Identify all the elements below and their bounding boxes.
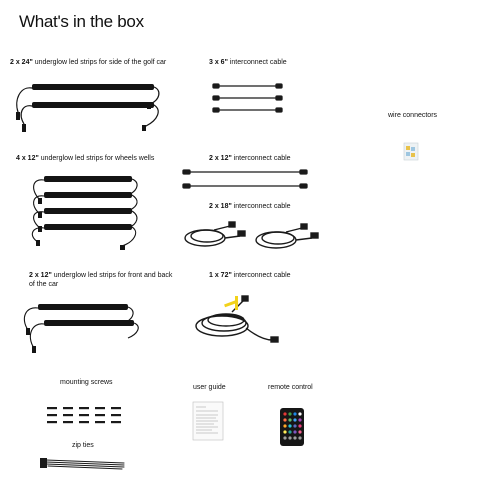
caption-desc: underglow led strips for side of the golf car [34,59,167,66]
caption-wire-connectors: wire connectors [388,112,438,119]
caption-qty: 2 x 12" [29,272,52,279]
caption-desc: interconnect cable [233,203,291,210]
caption-desc: interconnect cable [233,155,291,162]
caption-desc: interconnect cable [229,59,287,66]
caption-desc: underglow led strips for front and back of the car [29,272,173,288]
page-title: What's in the box [19,12,144,31]
caption-zip-ties: zip ties [72,442,94,449]
caption-user-guide: user guide [193,384,226,391]
caption-mounting-screws: mounting screws [60,379,113,386]
caption-qty: 1 x 72" [209,272,232,279]
caption-qty: 3 x 6" [209,59,228,66]
caption-qty: 4 x 12" [16,155,39,162]
caption-qty: 2 x 12" [209,155,232,162]
caption-desc: underglow led strips for wheels wells [40,155,155,162]
caption-qty: 2 x 18" [209,203,232,210]
caption-qty: 2 x 24" [10,59,33,66]
caption-desc: interconnect cable [233,272,291,279]
caption-remote-control: remote control [268,384,313,391]
